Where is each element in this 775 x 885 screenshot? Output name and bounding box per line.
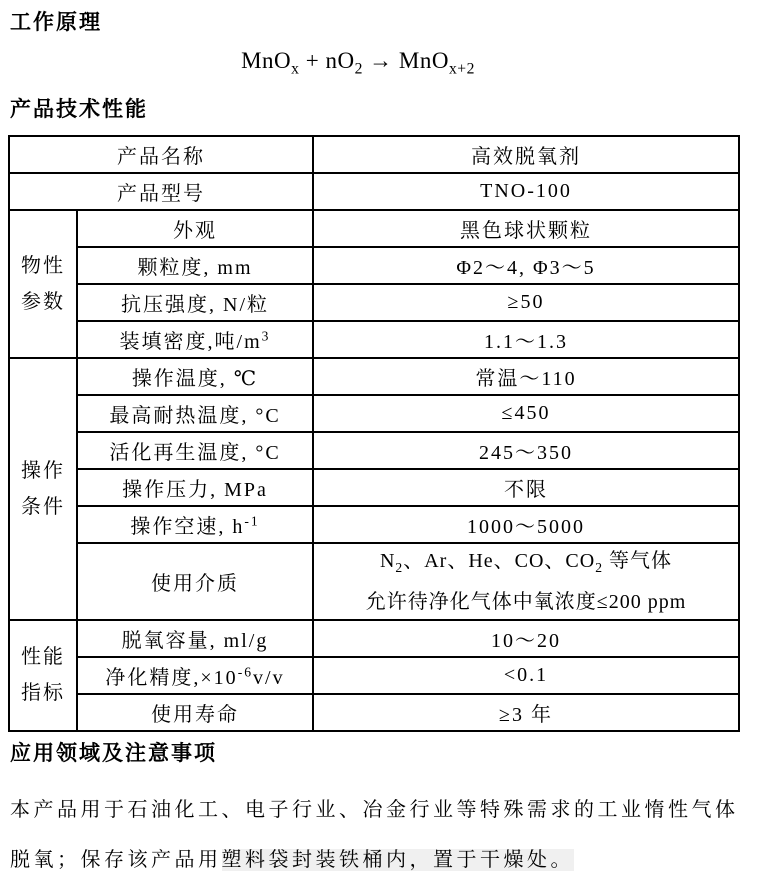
table-row: [9, 173, 739, 210]
spec-value-cell: 不限: [313, 469, 739, 506]
spec-label-cell: 外观: [77, 210, 313, 247]
table-row: [9, 247, 739, 284]
spec-label-cell: 颗粒度, mm: [77, 247, 313, 284]
spec-value-cell: ≤450: [313, 395, 739, 432]
spec-label-cell: 最高耐热温度, °C: [77, 395, 313, 432]
spec-label-cell: 操作压力, MPa: [77, 469, 313, 506]
table-row: [9, 620, 739, 657]
body-line-2-prefix: 脱氧；保存该产品用: [10, 848, 222, 871]
spec-label-cell: 产品型号: [9, 173, 313, 210]
spec-group-cell-operating: 操作条件: [9, 358, 77, 620]
table-row: [9, 395, 739, 432]
spec-value-cell: 245～350: [313, 432, 739, 469]
table-row: [9, 321, 739, 358]
spec-label-cell: 净化精度$,\times 10^{-6}v/v$: [77, 657, 313, 694]
table-row: [9, 694, 739, 731]
table-row: [9, 284, 739, 321]
spec-value-cell: 常温～110: [313, 358, 739, 395]
heading-application-notes: 应用领域及注意事项: [10, 740, 217, 765]
table-row: [9, 543, 739, 620]
table-row: [9, 657, 739, 694]
spec-value-cell: 黑色球状颗粒: [313, 210, 739, 247]
spec-value-cell: 高效脱氧剂: [313, 136, 739, 173]
spec-label-cell: 使用介质: [77, 543, 313, 620]
highlighted-storage-note: 塑料袋封装铁桶内，置于干燥处。: [221, 848, 574, 871]
spec-value-cell: ≥3 年: [313, 694, 739, 731]
spec-value-cell: 1.1～1.3: [313, 321, 739, 358]
spec-value-cell: ≥50: [313, 284, 739, 321]
spec-value-cell: 1000～5000: [313, 506, 739, 543]
table-row: [9, 432, 739, 469]
spec-value-cell: Φ2～4, Φ3～5: [313, 247, 739, 284]
spec-value-cell: [313, 543, 739, 620]
body-line-2: [10, 835, 765, 885]
spec-label-cell: 脱氧容量, ml/g: [77, 620, 313, 657]
spec-label-cell: 操作温度, ℃: [77, 358, 313, 395]
spec-label-cell: 使用寿命: [77, 694, 313, 731]
spec-label-cell: 装填密度,吨$/m^3$: [77, 321, 313, 358]
medium-gases-line: $N_2$、Ar、He、CO、$CO_2$ 等气体: [379, 549, 673, 575]
spec-group-cell-performance: 性能指标: [9, 620, 77, 731]
spec-value-cell: 10～20: [313, 620, 739, 657]
spec-value-cell: TNO-100: [313, 173, 739, 210]
heading-product-specs: 产品技术性能: [10, 96, 148, 121]
table-row: [9, 358, 739, 395]
medium-oxygen-limit-line: 允许待净化气体中氧浓度≤200 ppm: [365, 590, 687, 613]
spec-label-cell: 活化再生温度, °C: [77, 432, 313, 469]
spec-label-cell: 抗压强度, N/粒: [77, 284, 313, 321]
chemical-formula: $MnO_x + nO_2 \to MnO_{x+2}$: [241, 48, 475, 78]
spec-value-cell: <0.1: [313, 657, 739, 694]
table-row: [9, 506, 739, 543]
heading-working-principle: 工作原理: [10, 10, 102, 34]
table-row: [9, 210, 739, 247]
spec-group-cell-physical: 物性参数: [9, 210, 77, 358]
body-line-1: 本产品用于石油化工、电子行业、冶金行业等特殊需求的工业惰性气体: [10, 798, 739, 821]
spec-table: [8, 135, 740, 732]
spec-label-cell: 产品名称: [9, 136, 313, 173]
table-row: [9, 469, 739, 506]
table-row: [9, 136, 739, 173]
body-paragraph: [10, 785, 765, 885]
spec-label-cell: 操作空速, $h^{-1}$: [77, 506, 313, 543]
